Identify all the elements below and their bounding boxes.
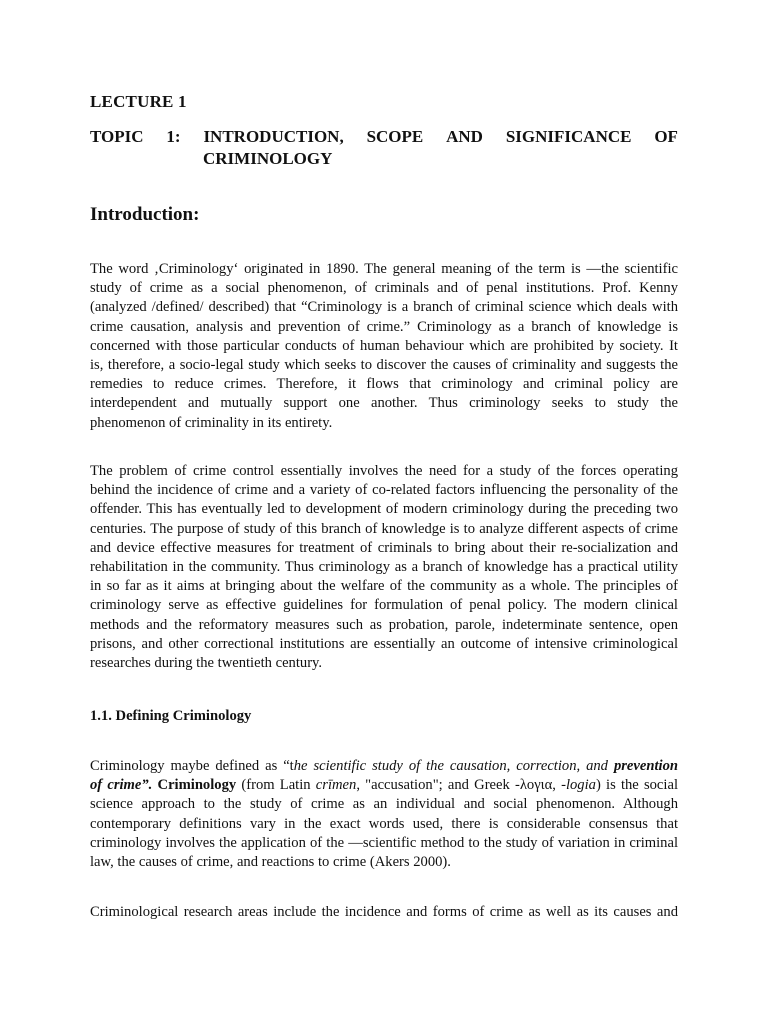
paragraph-line: study of crime as a social phenomenon, of criminals and of penal institutions. Prof. Kenny <box>90 280 678 297</box>
paragraph-line: contemporary definitions vary in the exact words used, there is considerable consensus that <box>90 815 678 832</box>
paragraph-line: remedies to reduce crimes. Therefore, it flows that criminology and criminal policy are <box>90 376 678 393</box>
topic-word: SCOPE <box>366 127 424 146</box>
paragraph-line: centuries. The purpose of study of this branch of knowledge is to analyze different aspects of crime <box>90 520 678 537</box>
paragraph-line: Criminological research areas include the incidence and forms of crime as well as its causes and <box>90 904 678 920</box>
paragraph-line: criminology involves the application of the —scientific method to the study of variation in criminal <box>90 834 678 851</box>
emphasis-of-crime: of crime”. <box>90 777 153 794</box>
introduction-heading: Introduction: <box>90 204 200 225</box>
topic-title <box>90 126 678 170</box>
paragraph-line: interdependent and mutually support one another. Thus criminology seeks to study the <box>90 395 678 412</box>
paragraph-line: and device effective measures for treatment of criminals to bring about their re-socialization and <box>90 539 678 556</box>
topic-title-line-2: CRIMINOLOGY <box>203 149 333 168</box>
paragraph-line: methods and the reformatory measures such as probation, parole, indeterminate sentence, open <box>90 616 678 633</box>
greek-suffix: -logia <box>561 777 596 794</box>
paragraph-line: researches during the twentieth century. <box>90 655 323 672</box>
quoted-definition: he scientific study of the causation, correction, and <box>293 758 614 774</box>
paragraph-line: criminology serve as effective guidelines for formulation of penal policy. The modern clinical <box>90 597 678 614</box>
paragraph-line: is, therefore, a socio-legal study which seeks to discover the causes of criminality and suggests the <box>90 357 678 374</box>
topic-word: 1: <box>166 127 181 146</box>
paragraph-research-areas <box>90 903 678 922</box>
paragraph-line: in so far as it aims at bringing about the welfare of the community as a whole. The principles of <box>90 578 678 595</box>
paragraph-line: rehabilitation in the community. Thus criminology as a branch of knowledge has a practical utility <box>90 559 678 576</box>
latin-term: crīmen <box>315 777 357 794</box>
text-run: (from Latin <box>236 777 316 794</box>
paragraph-definition <box>90 757 678 872</box>
topic-word: SIGNIFICANCE <box>505 127 632 146</box>
paragraph-line: science approach to the study of crime as an individual and social phenomenon. Although <box>90 796 678 813</box>
paragraph-line: The word ‚Criminology‘ originated in 1890. The general meaning of the term is —the scientific <box>90 261 678 277</box>
topic-title-line-1 <box>90 126 678 148</box>
emphasis-prevention: prevention <box>613 758 678 774</box>
paragraph-crime-control <box>90 462 678 673</box>
text-run: ) is the social <box>595 777 678 794</box>
topic-word: OF <box>654 127 678 146</box>
paragraph-line: prisons, and other correctional institutions are essentially an outcome of intensive criminological <box>90 635 678 652</box>
paragraph-line: offender. This has eventually led to development of modern criminology during the preceding two <box>90 501 678 518</box>
paragraph-line: concerned with those particular conducts of human behaviour which are prohibited by society. It <box>90 337 678 354</box>
section-heading-defining-criminology: 1.1. Defining Criminology <box>90 708 252 724</box>
topic-word: TOPIC <box>90 127 144 146</box>
paragraph-line <box>90 757 678 776</box>
paragraph-line: behind the incidence of crime and a variety of co-related factors influencing the personality of the <box>90 482 678 499</box>
lecture-label: LECTURE 1 <box>90 92 187 111</box>
text-run: , "accusation"; and Greek -λογια, <box>356 777 562 794</box>
paragraph-line: (analyzed /defined/ described) that “Criminology is a branch of criminal science which deals with <box>90 299 678 316</box>
paragraph-line <box>90 776 678 795</box>
text-run: Criminology maybe defined as “t <box>90 758 294 774</box>
term-criminology: Criminology <box>152 777 237 794</box>
paragraph-introduction <box>90 260 678 433</box>
topic-word: AND <box>446 127 483 146</box>
topic-word: INTRODUCTION, <box>203 127 344 146</box>
paragraph-line: crime causation, analysis and prevention of crime.” Criminology as a branch of knowledge is <box>90 318 678 335</box>
paragraph-line: The problem of crime control essentially involves the need for a study of the forces operating <box>90 463 678 479</box>
paragraph-line: phenomenon of criminality in its entirety. <box>90 414 333 431</box>
paragraph-line: law, the causes of crime, and reactions to crime (Akers 2000). <box>90 854 451 871</box>
